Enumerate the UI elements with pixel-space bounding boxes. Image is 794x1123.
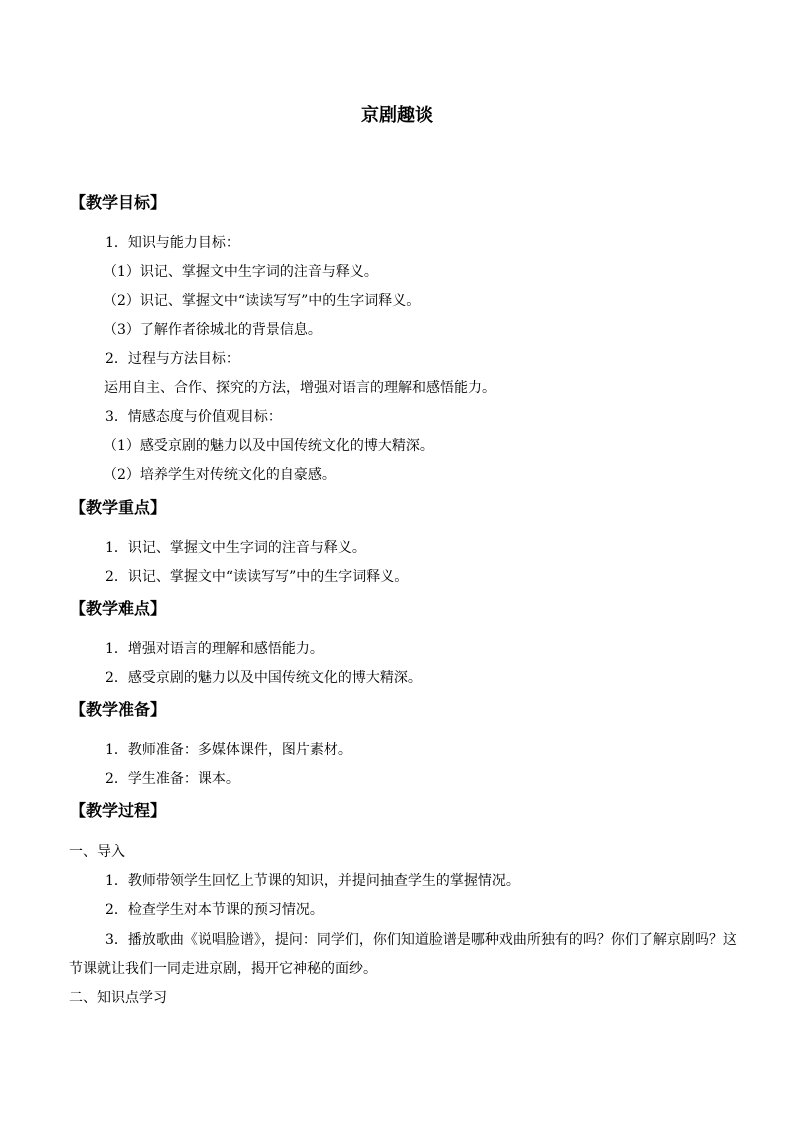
heading-preparation: 【教学准备】 bbox=[70, 700, 167, 719]
preparation-1: 1．教师准备：多媒体课件，图片素材。 bbox=[105, 742, 352, 758]
page-title: 京剧趣谈 bbox=[361, 105, 433, 126]
goal-subitem-1-1: （1）识记、掌握文中生字词的注音与释义。 bbox=[103, 264, 378, 280]
heading-key-points: 【教学重点】 bbox=[70, 498, 167, 517]
process-section-2: 二、知识点学习 bbox=[69, 990, 167, 1006]
goal-subitem-1-2: （2）识记、掌握文中“读读写写”中的生字词释义。 bbox=[103, 293, 421, 309]
process-section-1: 一、导入 bbox=[69, 844, 125, 860]
goal-item-3: 3．情感态度与价值观目标： bbox=[105, 409, 282, 425]
heading-difficulties: 【教学难点】 bbox=[70, 599, 167, 618]
difficulty-1: 1．增强对语言的理解和感悟能力。 bbox=[105, 641, 324, 657]
heading-teaching-goals: 【教学目标】 bbox=[70, 193, 167, 212]
process-item-1: 1．教师带领学生回忆上节课的知识，并提问抽查学生的掌握情况。 bbox=[105, 873, 520, 889]
goal-item-1: 1．知识与能力目标： bbox=[105, 235, 240, 251]
preparation-2: 2．学生准备：课本。 bbox=[105, 771, 240, 787]
goal-item-2: 2．过程与方法目标： bbox=[105, 351, 240, 367]
difficulty-2: 2．感受京剧的魅力以及中国传统文化的博大精深。 bbox=[105, 670, 422, 686]
goal-subitem-3-1: （1）感受京剧的魅力以及中国传统文化的博大精深。 bbox=[103, 438, 434, 454]
heading-process: 【教学过程】 bbox=[70, 801, 167, 820]
process-item-2: 2．检查学生对本节课的预习情况。 bbox=[105, 902, 324, 918]
process-item-3: 3．播放歌曲《说唱脸谱》，提问：同学们，你们知道脸谱是哪种戏曲所独有的吗？你们了解京剧吗？这节课就让我们一同走进京剧，揭开它神秘的面纱。 bbox=[69, 932, 737, 977]
goal-subitem-3-2: （2）培养学生对传统文化的自豪感。 bbox=[103, 467, 336, 483]
key-point-1: 1．识记、掌握文中生字词的注音与释义。 bbox=[105, 540, 366, 556]
goal-subitem-1-3: （3）了解作者徐城北的背景信息。 bbox=[103, 322, 322, 338]
goal-paragraph-2: 运用自主、合作、探究的方法，增强对语言的理解和感悟能力。 bbox=[104, 380, 496, 396]
key-point-2: 2．识记、掌握文中“读读写写”中的生字词释义。 bbox=[105, 569, 409, 585]
